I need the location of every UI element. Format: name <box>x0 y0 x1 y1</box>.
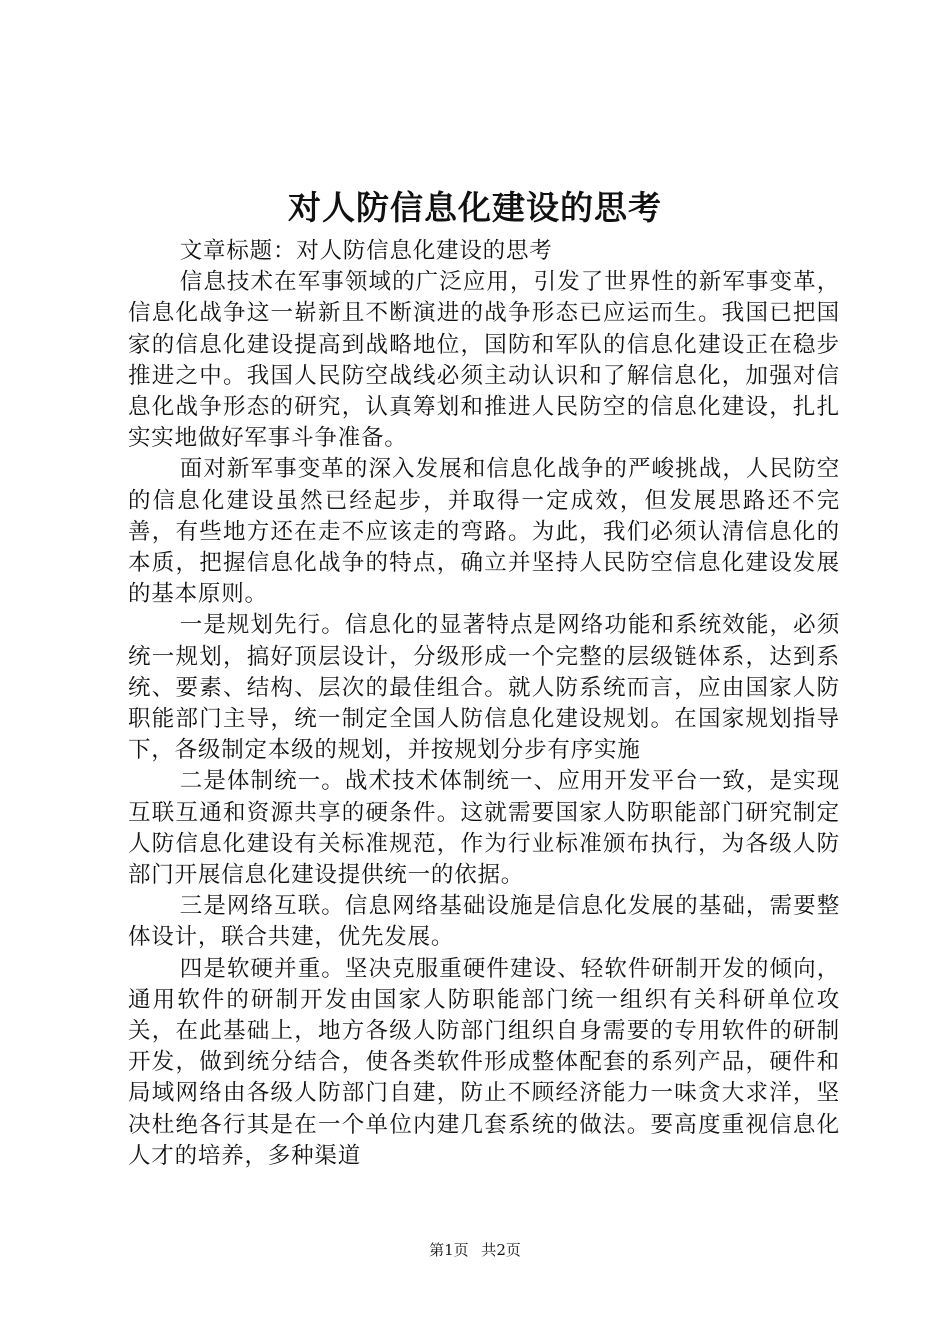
paragraph-network-interconnection: 三是网络互联。信息网络基础设施是信息化发展的基础，需要整体设计，联合共建，优先发展。 <box>128 893 840 951</box>
paragraph-intro: 信息技术在军事领域的广泛应用，引发了世界性的新军事变革，信息化战争这一崭新且不断演进的战争形态已应运而生。我国已把国家的信息化建设提高到战略地位，国防和军队的信息化建设正在稳步推进之中。我国人民防空战线必须主动认识和了解信息化，加强对信息化战争形态的研究，认真筹划和推进人民防空的信息化建设，扎扎实实地做好军事斗争准备。 <box>128 269 840 452</box>
paragraph-planning-first: 一是规划先行。信息化的显著特点是网络功能和系统效能，必须统一规划，搞好顶层设计，分级形成一个完整的层级链体系，达到系统、要素、结构、层次的最佳组合。就人防系统而言，应由国家人防职能部门主导，统一制定全国人防信息化建设规划。在国家规划指导下，各级制定本级的规划，并按规划分步有序实施 <box>128 612 840 764</box>
paragraph-challenge: 面对新军事变革的深入发展和信息化战争的严峻挑战，人民防空的信息化建设虽然已经起步，并取得一定成效，但发展思路还不完善，有些地方还在走不应该走的弯路。为此，我们必须认清信息化的本质，把握信息化战争的特点，确立并坚持人民防空信息化建设发展的基本原则。 <box>128 456 840 608</box>
page-number-total: 共2页 <box>481 1241 521 1259</box>
paragraph-software-hardware: 四是软硬并重。坚决克服重硬件建设、轻软件研制开发的倾向，通用软件的研制开发由国家人防职能部门统一组织有关科研单位攻关，在此基础上，地方各级人防部门组织自身需要的专用软件的研制开发，做到统分结合，使各类软件形成整体配套的系列产品，硬件和局域网络由各级人防部门自建，防止不顾经济能力一味贪大求洋，坚决杜绝各行其是在一个单位内建几套系统的做法。要高度重视信息化人才的培养，多种渠道 <box>128 955 840 1169</box>
document-title: 对人防信息化建设的思考 <box>288 188 662 227</box>
paragraph-unified-system: 二是体制统一。战术技术体制统一、应用开发平台一致，是实现互联互通和资源共享的硬条件。这就需要国家人防职能部门研究制定人防信息化建设有关标准规范，作为行业标准颁布执行，为各级人防部门开展信息化建设提供统一的依据。 <box>128 768 840 889</box>
page-footer <box>0 1240 950 1260</box>
paragraph-article-title: 文章标题：对人防信息化建设的思考 <box>179 238 553 264</box>
document-body <box>128 236 840 1172</box>
page-number-current: 第1页 <box>429 1241 469 1259</box>
